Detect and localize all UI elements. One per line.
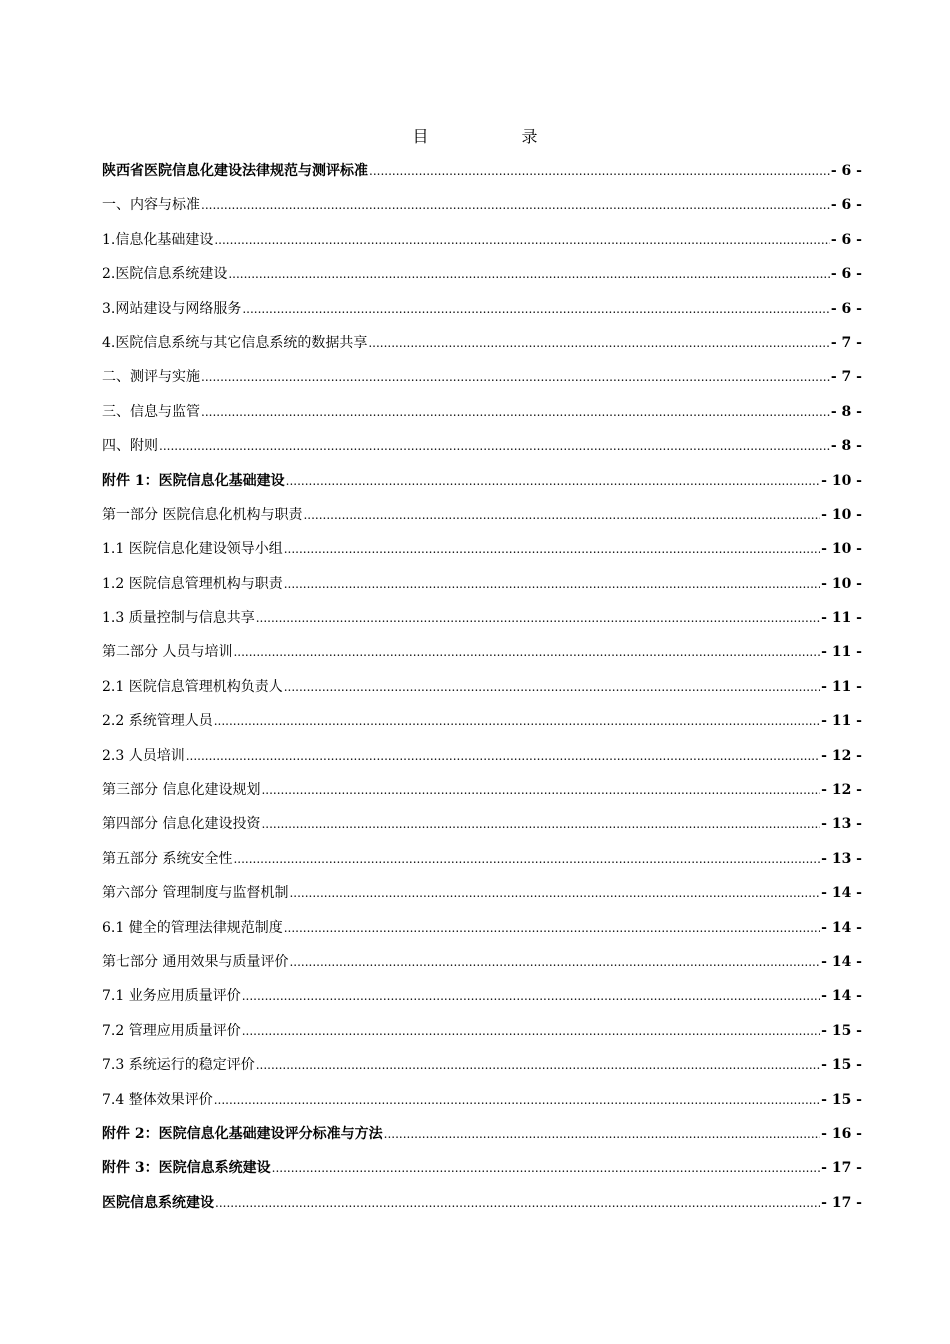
toc-entry-page: - 12 -	[821, 747, 862, 764]
toc-entry-text: 附件 1：医院信息化基础建设	[102, 472, 285, 489]
toc-entry[interactable]	[102, 366, 862, 400]
toc-entry-text: 2.3 人员培训	[102, 747, 185, 764]
toc-entry-text: 三、信息与监管	[102, 403, 200, 420]
toc-entry-page: - 15 -	[821, 1022, 862, 1039]
toc-entry[interactable]	[102, 1157, 862, 1191]
toc-leader-dots	[242, 1024, 820, 1038]
toc-leader-dots	[214, 714, 820, 728]
toc-leader-dots	[242, 302, 830, 316]
toc-leader-dots	[289, 955, 820, 969]
toc-entry-page: - 17 -	[821, 1194, 862, 1211]
toc-entry[interactable]	[102, 951, 862, 985]
toc-leader-dots	[256, 611, 820, 625]
toc-leader-dots	[159, 439, 830, 453]
toc-leader-dots	[201, 370, 830, 384]
toc-entry-page: - 11 -	[821, 644, 862, 661]
toc-leader-dots	[284, 577, 820, 591]
toc-entry-text: 二、测评与实施	[102, 369, 200, 386]
toc-entry-page: - 8 -	[830, 403, 862, 420]
toc-entry-text: 医院信息系统建设	[102, 1194, 214, 1211]
toc-leader-dots	[215, 1196, 820, 1210]
toc-entry-page: - 6 -	[830, 300, 862, 317]
toc-entry-page: - 8 -	[830, 438, 862, 455]
toc-entry-text: 1.信息化基础建设	[102, 231, 214, 248]
toc-entry[interactable]	[102, 263, 862, 297]
toc-leader-dots	[369, 164, 830, 178]
toc-leader-dots	[201, 198, 830, 212]
toc-entry-page: - 15 -	[821, 1057, 862, 1074]
toc-entry[interactable]	[102, 573, 862, 607]
toc-leader-dots	[228, 267, 830, 281]
toc-entry[interactable]	[102, 160, 862, 194]
toc-entry-text: 2.医院信息系统建设	[102, 266, 228, 283]
toc-entry[interactable]	[102, 401, 862, 435]
toc-entry[interactable]	[102, 332, 862, 366]
toc-leader-dots	[214, 233, 830, 247]
toc-entry[interactable]	[102, 1192, 862, 1226]
toc-leader-dots	[272, 1161, 821, 1175]
toc-entry-text: 第七部分 通用效果与质量评价	[102, 953, 289, 970]
toc-title: 目 录	[412, 127, 582, 146]
toc-entry[interactable]	[102, 435, 862, 469]
toc-leader-dots	[186, 749, 820, 763]
toc-entry-page: - 6 -	[830, 266, 862, 283]
toc-entry-page: - 14 -	[821, 953, 862, 970]
toc-entry-page: - 14 -	[821, 988, 862, 1005]
toc-leader-dots	[233, 645, 820, 659]
toc-entry[interactable]	[102, 985, 862, 1019]
toc-entry-page: - 7 -	[830, 334, 862, 351]
toc-entry-text: 7.4 整体效果评价	[102, 1091, 213, 1108]
toc-entry-text: 一、内容与标准	[102, 197, 200, 214]
toc-leader-dots	[256, 1058, 820, 1072]
toc-entry-page: - 11 -	[821, 610, 862, 627]
toc-entry[interactable]	[102, 607, 862, 641]
toc-entry[interactable]	[102, 538, 862, 572]
toc-entry-page: - 13 -	[821, 850, 862, 867]
toc-entry-text: 陕西省医院信息化建设法律规范与测评标准	[102, 163, 368, 179]
toc-entry-page: - 6 -	[830, 231, 862, 248]
toc-entry[interactable]	[102, 917, 862, 951]
toc-entry-text: 附件 3：医院信息系统建设	[102, 1160, 271, 1177]
toc-entry-page: - 10 -	[821, 472, 862, 489]
toc-entry-text: 附件 2：医院信息化基础建设评分标准与方法	[102, 1125, 383, 1142]
toc-entry-page: - 14 -	[821, 919, 862, 936]
toc-entry-text: 7.3 系统运行的稳定评价	[102, 1057, 255, 1074]
toc-entry-page: - 10 -	[821, 541, 862, 558]
toc-leader-dots	[303, 508, 820, 522]
toc-entry-text: 第三部分 信息化建设规划	[102, 782, 261, 799]
toc-entry-text: 1.1 医院信息化建设领导小组	[102, 541, 283, 558]
toc-leader-dots	[284, 680, 820, 694]
toc-entry[interactable]	[102, 882, 862, 916]
toc-leader-dots	[368, 336, 830, 350]
toc-leader-dots	[384, 1127, 821, 1141]
toc-entry[interactable]	[102, 1054, 862, 1088]
toc-entry[interactable]	[102, 745, 862, 779]
toc-entry-text: 第四部分 信息化建设投资	[102, 816, 261, 833]
toc-entry-page: - 6 -	[830, 197, 862, 214]
toc-entry-text: 四、附则	[102, 438, 158, 455]
toc-entry-text: 3.网站建设与网络服务	[102, 300, 242, 317]
toc-entry[interactable]	[102, 298, 862, 332]
toc-entry-text: 7.2 管理应用质量评价	[102, 1022, 241, 1039]
toc-entry-page: - 11 -	[821, 678, 862, 695]
toc-entry-text: 2.2 系统管理人员	[102, 713, 213, 730]
toc-leader-dots	[214, 1093, 820, 1107]
toc-entry[interactable]	[102, 504, 862, 538]
toc-entry[interactable]	[102, 676, 862, 710]
toc-entry-text: 第一部分 医院信息化机构与职责	[102, 506, 303, 523]
toc-entry[interactable]	[102, 470, 862, 504]
toc-entry-page: - 10 -	[821, 506, 862, 523]
toc-list	[102, 160, 862, 1226]
toc-entry[interactable]	[102, 1123, 862, 1157]
toc-entry[interactable]	[102, 848, 862, 882]
toc-entry-text: 1.3 质量控制与信息共享	[102, 610, 255, 627]
toc-entry[interactable]	[102, 194, 862, 228]
toc-entry-text: 6.1 健全的管理法律规范制度	[102, 919, 283, 936]
toc-entry-page: - 14 -	[821, 885, 862, 902]
toc-entry-text: 2.1 医院信息管理机构负责人	[102, 678, 283, 695]
toc-entry-text: 第二部分 人员与培训	[102, 644, 233, 661]
toc-entry[interactable]	[102, 779, 862, 813]
toc-leader-dots	[233, 852, 820, 866]
toc-entry-text: 第五部分 系统安全性	[102, 850, 233, 867]
toc-entry[interactable]	[102, 1089, 862, 1123]
toc-entry[interactable]	[102, 229, 862, 263]
toc-entry[interactable]	[102, 710, 862, 744]
toc-entry-text: 第六部分 管理制度与监督机制	[102, 885, 289, 902]
toc-entry-text: 1.2 医院信息管理机构与职责	[102, 575, 283, 592]
toc-entry-page: - 13 -	[821, 816, 862, 833]
toc-entry[interactable]	[102, 813, 862, 847]
toc-entry[interactable]	[102, 1020, 862, 1054]
toc-entry[interactable]	[102, 641, 862, 675]
toc-entry-text: 7.1 业务应用质量评价	[102, 988, 241, 1005]
toc-leader-dots	[242, 989, 820, 1003]
toc-leader-dots	[284, 921, 820, 935]
toc-entry-page: - 11 -	[821, 713, 862, 730]
toc-entry-page: - 16 -	[821, 1125, 862, 1142]
toc-leader-dots	[201, 405, 830, 419]
toc-entry-page: - 6 -	[830, 163, 862, 179]
toc-leader-dots	[284, 542, 820, 556]
toc-entry-page: - 7 -	[830, 369, 862, 386]
toc-entry-page: - 17 -	[821, 1160, 862, 1177]
toc-leader-dots	[261, 817, 820, 831]
toc-entry-page: - 15 -	[821, 1091, 862, 1108]
toc-leader-dots	[261, 783, 820, 797]
toc-leader-dots	[289, 886, 820, 900]
toc-entry-text: 4.医院信息系统与其它信息系统的数据共享	[102, 334, 368, 351]
toc-entry-page: - 12 -	[821, 782, 862, 799]
toc-leader-dots	[286, 474, 821, 488]
toc-entry-page: - 10 -	[821, 575, 862, 592]
